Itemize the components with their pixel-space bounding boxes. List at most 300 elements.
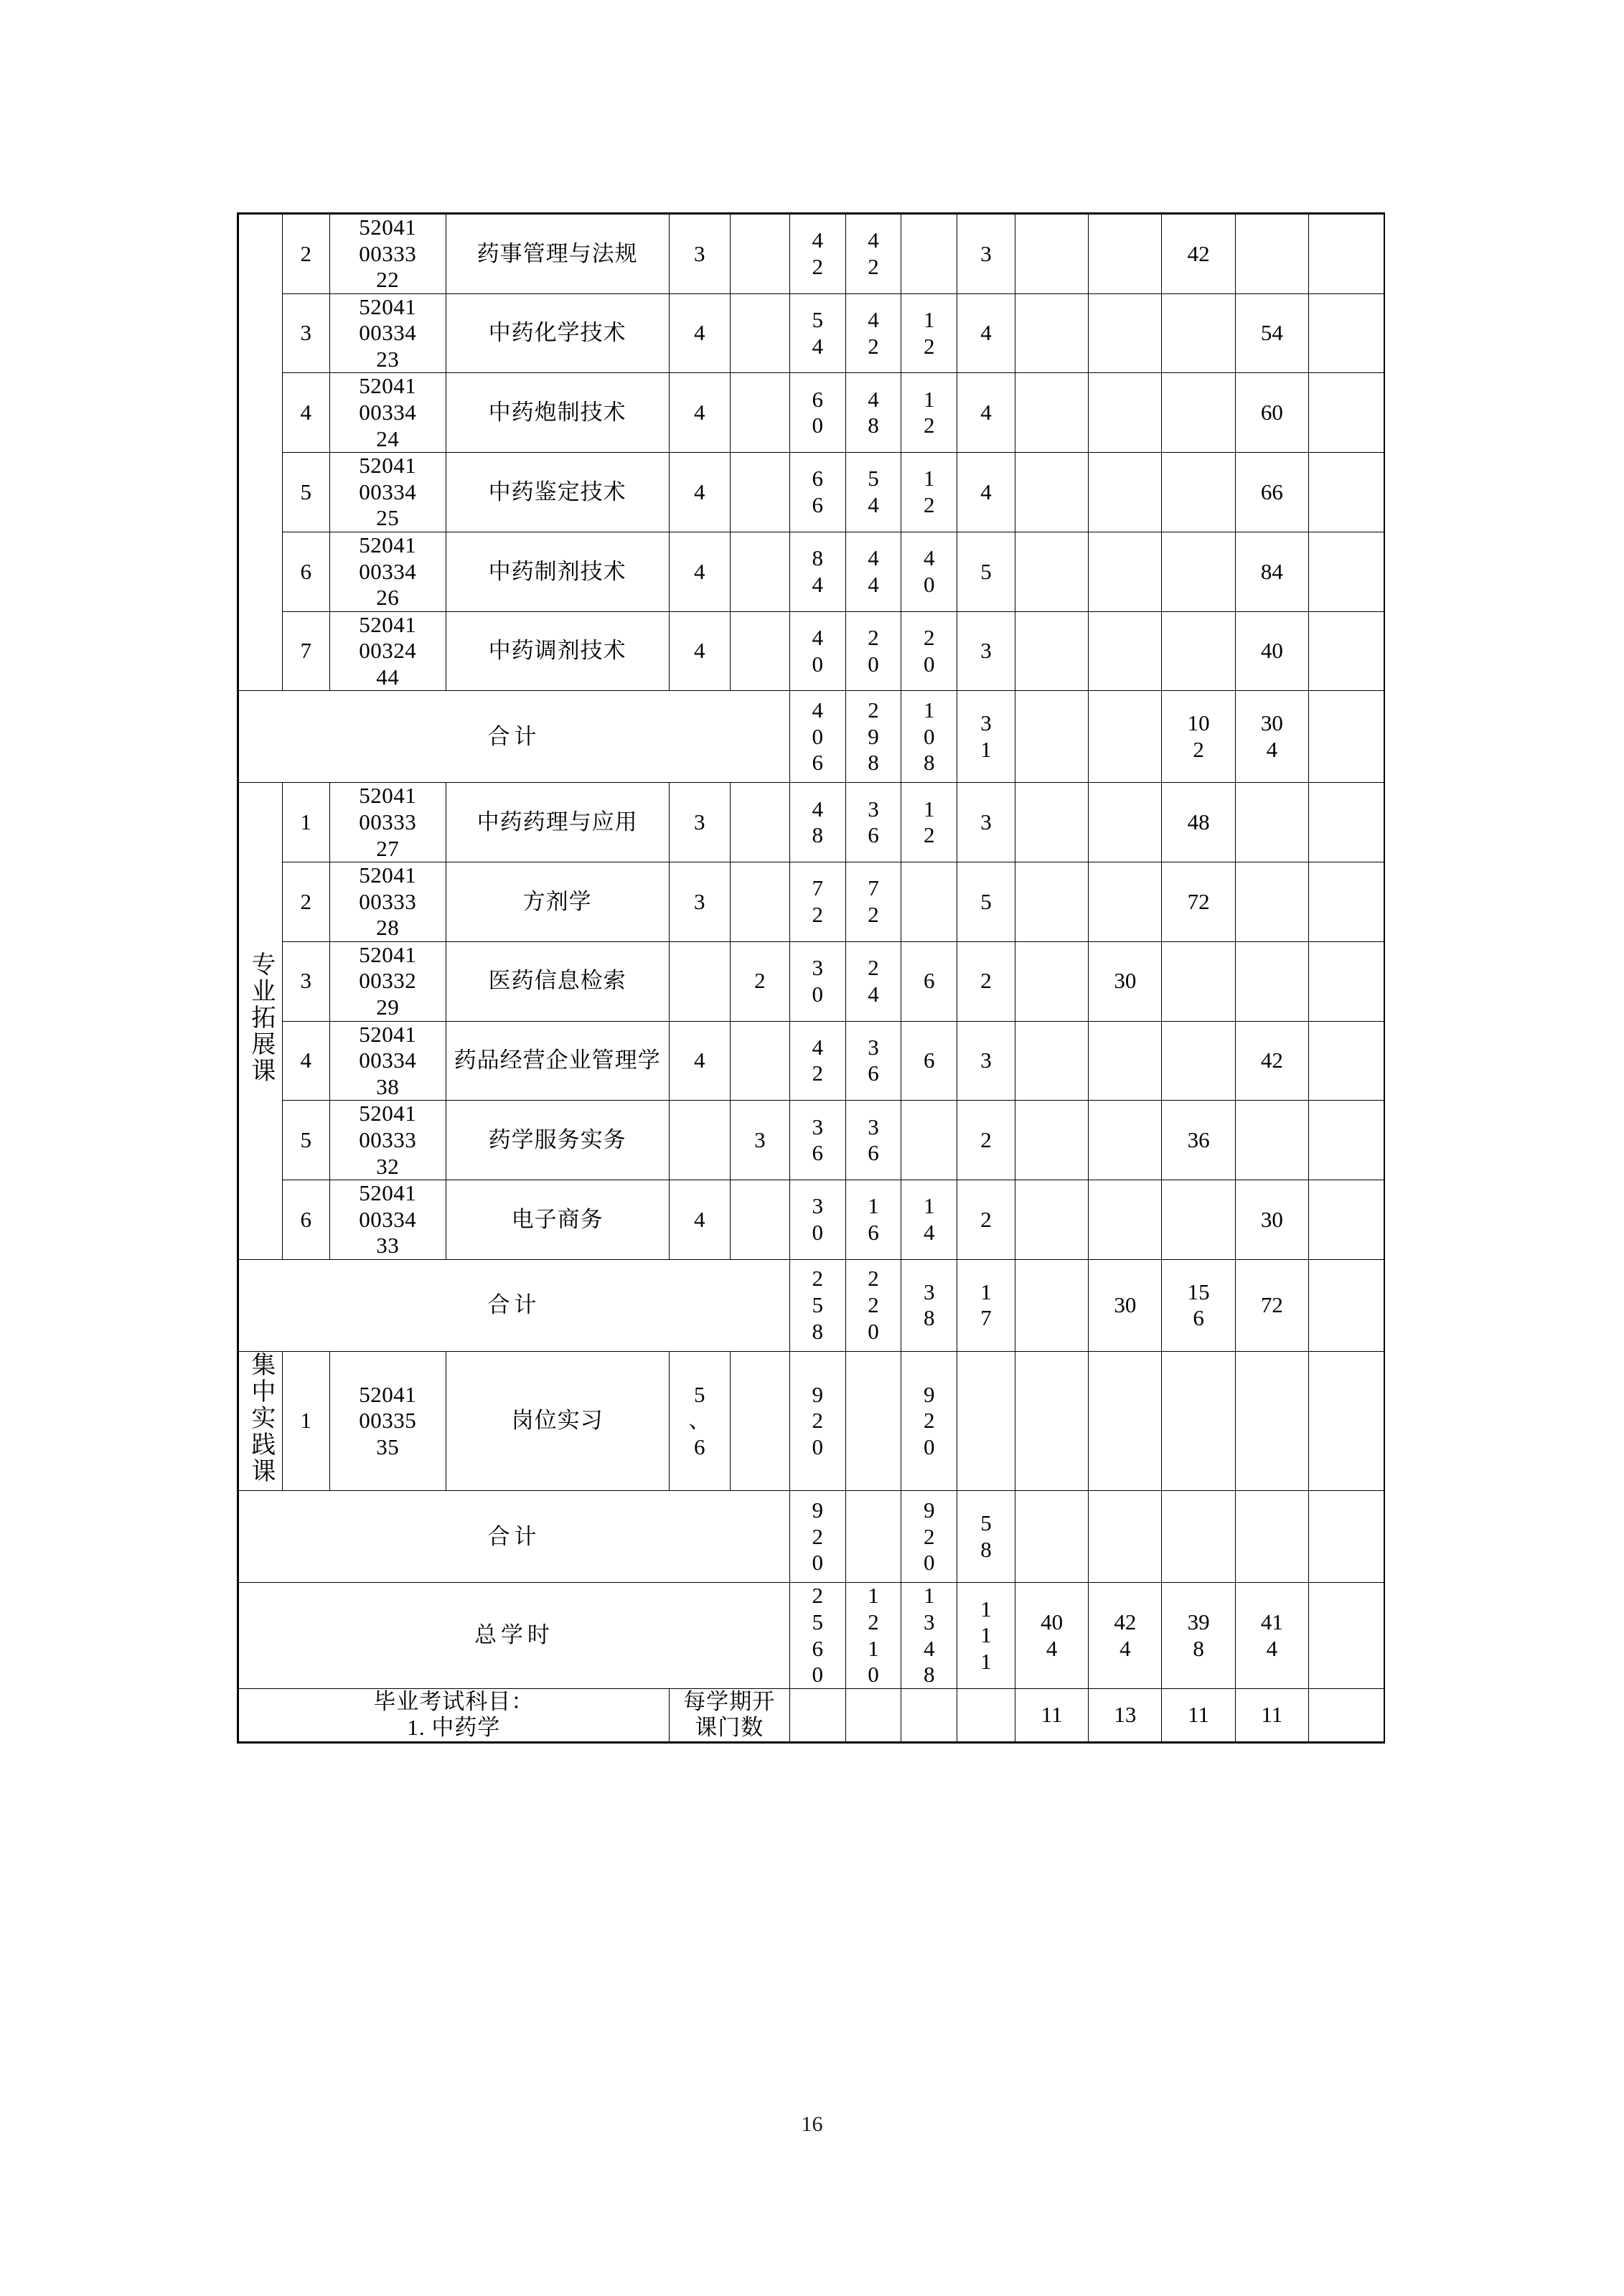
- stacked-digit: 6: [812, 1635, 823, 1661]
- term1-col: [1015, 1259, 1089, 1351]
- stacked-digit: 4: [923, 1635, 935, 1661]
- term1-col: 11: [1015, 1688, 1089, 1742]
- total-hours-value: [790, 387, 845, 439]
- section-label-practice: [238, 1351, 283, 1491]
- credits-col: [957, 1491, 1015, 1583]
- stacked-digit: 1: [980, 1622, 992, 1648]
- total-hours-value: [790, 545, 845, 598]
- term-alt-col: [730, 214, 789, 294]
- term2-col: [1089, 691, 1162, 783]
- practice-hours-col: [901, 1583, 957, 1688]
- stacked-digit: 9: [812, 1497, 823, 1523]
- term1-col: [1015, 214, 1089, 294]
- credits-col: [957, 1688, 1015, 1742]
- total-hours-col: [789, 214, 845, 294]
- term1-col: [1015, 1351, 1089, 1491]
- credits-col: [957, 293, 1015, 373]
- remark-col: [1308, 453, 1384, 532]
- term-alt-col: [730, 1180, 789, 1260]
- theory-hours-value: [846, 1266, 901, 1345]
- stacked-digit: 4: [923, 545, 935, 571]
- course-code-line1: 52041: [359, 611, 417, 637]
- course-name: 中药炮制技术: [446, 373, 669, 453]
- term4-col: 11: [1235, 1688, 1308, 1742]
- total-hours-value: [790, 1266, 845, 1345]
- practice-hours-col: [901, 1688, 957, 1742]
- term1-col: [1015, 611, 1089, 691]
- total-hours-col: [789, 783, 845, 862]
- total-hours-col: [789, 373, 845, 453]
- credits-col: [957, 1259, 1015, 1351]
- course-name: 中药调剂技术: [446, 611, 669, 691]
- term3-col: [1162, 1180, 1235, 1260]
- practice-hours-value: [901, 387, 957, 439]
- stacked-digit: 2: [923, 822, 935, 848]
- practice-hours-value: [901, 307, 957, 359]
- course-code: [329, 214, 446, 294]
- term1-col: [1015, 691, 1089, 783]
- course-code: [329, 1021, 446, 1101]
- course-code-line2: 00333: [359, 888, 417, 914]
- term-value: [670, 1382, 730, 1461]
- term4-col: [1235, 941, 1308, 1021]
- theory-hours-value: [846, 625, 901, 677]
- table-row: [238, 453, 1385, 532]
- term3-col: [1162, 1491, 1235, 1583]
- table-row: [238, 293, 1385, 373]
- table-row: [238, 532, 1385, 611]
- term3-col: [1162, 1351, 1235, 1491]
- total-hours-value: [790, 1497, 845, 1576]
- subtotal-label: 合计: [238, 1259, 790, 1351]
- stacked-digit: 1: [980, 1596, 992, 1622]
- term-col: [669, 1101, 730, 1180]
- row-index: 5: [282, 453, 329, 532]
- remark-col: [1308, 691, 1384, 783]
- stacked-digit: 4: [812, 1034, 823, 1060]
- stacked-digit: 2: [868, 1292, 879, 1318]
- stacked-digit: 8: [923, 750, 935, 776]
- term-col: 4: [669, 373, 730, 453]
- practice-hours-col: 6: [901, 941, 957, 1021]
- course-name: 药品经营企业管理学: [446, 1021, 669, 1101]
- term1-col: [1015, 532, 1089, 611]
- term3-col: [1162, 611, 1235, 691]
- total-hours-col: [789, 453, 845, 532]
- term4-col: [1235, 1583, 1308, 1688]
- per-term-label-line1: 每学期开: [683, 1688, 776, 1714]
- term-alt-col: [730, 373, 789, 453]
- term4-col: [1235, 862, 1308, 942]
- table-row: [238, 862, 1385, 942]
- stacked-digit: 2: [812, 253, 823, 279]
- stacked-digit: 6: [868, 1219, 879, 1245]
- theory-hours-value: [846, 545, 901, 598]
- stacked-digit: 42: [1114, 1609, 1137, 1634]
- term3-col: [1162, 293, 1235, 373]
- theory-hours-col: [845, 941, 901, 1021]
- term3-col: [1162, 373, 1235, 453]
- row-index: 4: [282, 1021, 329, 1101]
- credits-value: [957, 1510, 1015, 1563]
- course-name: 医药信息检索: [446, 941, 669, 1021]
- course-code: [329, 453, 446, 532]
- stacked-digit: 3: [868, 1114, 879, 1139]
- theory-hours-col: [845, 1491, 901, 1583]
- term3-col: 36: [1162, 1101, 1235, 1180]
- remark-col: [1308, 862, 1384, 942]
- term-col: 4: [669, 1021, 730, 1101]
- term-alt-col: [730, 783, 789, 862]
- row-index: 3: [282, 941, 329, 1021]
- total-hours-col: [789, 611, 845, 691]
- stacked-digit: 5: [812, 307, 823, 333]
- credits-value: 5: [980, 558, 992, 584]
- course-code: [329, 1180, 446, 1260]
- term4-col: [1235, 1351, 1308, 1491]
- remark-col: [1308, 1583, 1384, 1688]
- stacked-digit: 0: [868, 1318, 879, 1344]
- term4-col: [1235, 214, 1308, 294]
- stacked-digit: 4: [812, 697, 823, 723]
- credits-value: 3: [980, 809, 992, 834]
- term1-col: [1015, 373, 1089, 453]
- remark-col: [1308, 1180, 1384, 1260]
- theory-hours-value: [846, 697, 901, 776]
- course-code-line1: 52041: [359, 783, 417, 809]
- theory-hours-value: [846, 227, 901, 280]
- total-hours-col: [789, 862, 845, 942]
- theory-hours-value: [846, 1193, 901, 1246]
- course-code-line1: 52041: [359, 293, 417, 319]
- stacked-digit: 8: [812, 1318, 823, 1344]
- table-row: [238, 1021, 1385, 1101]
- row-index: 6: [282, 1180, 329, 1260]
- stacked-digit: 1: [923, 796, 935, 822]
- stacked-digit: 0: [812, 413, 823, 438]
- credits-col: 3: [957, 1021, 1015, 1101]
- practice-hours-col: [901, 691, 957, 783]
- term2-col: [1089, 293, 1162, 373]
- course-code-line3: 44: [376, 664, 400, 690]
- practice-hours-col: [901, 611, 957, 691]
- remark-col: [1308, 611, 1384, 691]
- course-code-line3: 24: [376, 425, 400, 451]
- per-term-label-line2: 课门数: [695, 1715, 764, 1741]
- practice-hours-col: [901, 1101, 957, 1180]
- theory-hours-value: [846, 387, 901, 439]
- term2-value: [1089, 1609, 1161, 1662]
- stacked-digit: 4: [868, 981, 879, 1007]
- total-hours-value: [790, 227, 845, 280]
- stacked-digit: 3: [868, 1034, 879, 1060]
- term1-col: [1015, 862, 1089, 942]
- row-index: 6: [282, 532, 329, 611]
- stacked-digit: 3: [812, 1114, 823, 1139]
- course-code-line2: 00333: [359, 1126, 417, 1152]
- stacked-digit: 1: [923, 307, 935, 333]
- term3-value: [1162, 710, 1234, 763]
- stacked-digit: 2: [868, 624, 879, 650]
- curriculum-table-container: [237, 212, 1385, 1744]
- term-col: [669, 941, 730, 1021]
- course-code-line1: 52041: [359, 1101, 417, 1126]
- total-hours-col: [789, 1688, 845, 1742]
- stacked-digit: 4: [868, 492, 879, 518]
- term3-col: [1162, 1021, 1235, 1101]
- term4-col: [1235, 1491, 1308, 1583]
- course-code-line2: 00334: [359, 558, 417, 584]
- stacked-digit: 0: [923, 1434, 935, 1459]
- term-alt-col: [730, 1021, 789, 1101]
- term2-col: [1089, 1021, 1162, 1101]
- theory-hours-value: [846, 1114, 901, 1167]
- total-hours-value: [790, 1583, 845, 1688]
- term3-col: [1162, 691, 1235, 783]
- practice-hours-value: [901, 466, 957, 518]
- credits-col: [957, 453, 1015, 532]
- course-code-line2: 00334: [359, 320, 417, 346]
- term3-col: [1162, 453, 1235, 532]
- stacked-digit: 5: [812, 1292, 823, 1318]
- total-hours-value: [790, 1035, 845, 1087]
- term3-value: [1162, 1279, 1234, 1332]
- term3-col: 72: [1162, 862, 1235, 942]
- stacked-digit: 8: [980, 1536, 992, 1562]
- table-row: [238, 941, 1385, 1021]
- stacked-digit: 9: [923, 1497, 935, 1523]
- course-code: [329, 373, 446, 453]
- stacked-digit: 0: [812, 723, 823, 749]
- practice-hours-value: [901, 545, 957, 598]
- theory-hours-col: [845, 1021, 901, 1101]
- stacked-digit: 2: [868, 955, 879, 981]
- row-index: 7: [282, 611, 329, 691]
- course-code: [329, 611, 446, 691]
- table-row-subtotal-expansion: [238, 1259, 1385, 1351]
- practice-hours-value: [901, 625, 957, 677]
- stacked-digit: 8: [812, 822, 823, 848]
- stacked-digit: 4: [868, 386, 879, 412]
- stacked-digit: 4: [812, 333, 823, 359]
- stacked-digit: 1: [923, 1193, 935, 1219]
- theory-hours-col: [845, 293, 901, 373]
- remark-col: [1308, 532, 1384, 611]
- remark-col: [1308, 783, 1384, 862]
- remark-col: [1308, 1351, 1384, 1491]
- table-row-grand-total: [238, 1583, 1385, 1688]
- term4-col: 40: [1235, 611, 1308, 691]
- stacked-digit: 0: [923, 1550, 935, 1576]
- table-row: [238, 1351, 1385, 1491]
- term-col: 3: [669, 214, 730, 294]
- term1-col: [1015, 453, 1089, 532]
- remark-col: [1308, 214, 1384, 294]
- course-code: [329, 862, 446, 942]
- stacked-digit: 8: [812, 545, 823, 571]
- table-row: [238, 1101, 1385, 1180]
- stacked-digit: 5: [812, 1609, 823, 1634]
- stacked-digit: 3: [868, 796, 879, 822]
- course-code-line2: 00335: [359, 1408, 417, 1434]
- course-code-line3: 26: [376, 585, 400, 611]
- total-hours-col: [789, 1021, 845, 1101]
- credits-col: 2: [957, 1101, 1015, 1180]
- course-code-line1: 52041: [359, 453, 417, 479]
- term-col: 4: [669, 293, 730, 373]
- course-code-line2: 00334: [359, 479, 417, 504]
- stacked-digit: 1: [923, 386, 935, 412]
- remark-col: [1308, 293, 1384, 373]
- remark-col: [1308, 1259, 1384, 1351]
- course-code-line1: 52041: [359, 373, 417, 399]
- stacked-digit: 0: [812, 1219, 823, 1245]
- practice-hours-col: [901, 1180, 957, 1260]
- stacked-digit: 4: [812, 624, 823, 650]
- total-hours-value: [790, 1382, 845, 1461]
- page-number: 16: [801, 2112, 823, 2136]
- stacked-digit: 6: [812, 386, 823, 412]
- practice-hours-col: [901, 1491, 957, 1583]
- total-hours-col: [789, 1491, 845, 1583]
- table-row: [238, 611, 1385, 691]
- credits-col: [957, 1351, 1015, 1491]
- term2-col: [1089, 373, 1162, 453]
- credits-col: [957, 611, 1015, 691]
- stacked-digit: 0: [812, 1662, 823, 1688]
- term-alt-col: [730, 532, 789, 611]
- theory-hours-col: [845, 214, 901, 294]
- stacked-digit: 6: [1193, 1305, 1204, 1331]
- stacked-digit: 4: [868, 227, 879, 253]
- stacked-digit: 3: [923, 1279, 935, 1304]
- term3-col: 11: [1162, 1688, 1235, 1742]
- stacked-digit: 9: [812, 1381, 823, 1407]
- table-row: [238, 373, 1385, 453]
- stacked-digit: 5: [868, 466, 879, 491]
- term4-col: [1235, 783, 1308, 862]
- practice-hours-col: [901, 1259, 957, 1351]
- credits-col: 2: [957, 1180, 1015, 1260]
- practice-hours-value: [901, 1583, 957, 1688]
- theory-hours-value: [846, 875, 901, 928]
- remark-col: [1308, 1688, 1384, 1742]
- course-code: [329, 293, 446, 373]
- stacked-digit: 8: [868, 413, 879, 438]
- stacked-digit: 1: [868, 1583, 879, 1609]
- stacked-digit: 2: [1193, 736, 1204, 762]
- term1-col: [1015, 1180, 1089, 1260]
- course-code: [329, 532, 446, 611]
- credits-col: [957, 214, 1015, 294]
- total-hours-value: [790, 1193, 845, 1246]
- term1-col: [1015, 941, 1089, 1021]
- total-hours-value: [790, 796, 845, 849]
- term4-value: [1236, 1609, 1308, 1662]
- stacked-digit: 40: [1041, 1609, 1064, 1634]
- course-name: 中药化学技术: [446, 293, 669, 373]
- credits-value: 4: [980, 400, 992, 425]
- course-code: [329, 941, 446, 1021]
- total-hours-col: [789, 691, 845, 783]
- stacked-digit: 10: [1187, 710, 1210, 736]
- credits-value: 3: [980, 638, 992, 664]
- course-code-line3: 32: [376, 1153, 400, 1179]
- term-col: 4: [669, 453, 730, 532]
- stacked-char: 6: [693, 1434, 705, 1459]
- stacked-digit: 0: [923, 723, 935, 749]
- course-code-line3: 28: [376, 915, 400, 941]
- credits-value: [957, 1279, 1015, 1332]
- theory-hours-value: [846, 307, 901, 359]
- table-row: [238, 1180, 1385, 1260]
- term2-col: [1089, 1491, 1162, 1583]
- row-index: 2: [282, 862, 329, 942]
- credits-value: 4: [980, 320, 992, 346]
- stacked-digit: 39: [1187, 1609, 1210, 1634]
- course-code-line3: 25: [376, 505, 400, 531]
- stacked-digit: 1: [980, 1648, 992, 1674]
- course-code-line1: 52041: [359, 215, 417, 240]
- practice-hours-col: [901, 1351, 957, 1491]
- stacked-digit: 6: [812, 750, 823, 776]
- stacked-digit: 1: [923, 466, 935, 491]
- stacked-digit: 6: [812, 1140, 823, 1166]
- stacked-digit: 1: [980, 1279, 992, 1304]
- term-alt-col: [730, 611, 789, 691]
- stacked-digit: 4: [868, 307, 879, 333]
- theory-hours-col: [845, 862, 901, 942]
- per-term-course-count-label: [669, 1688, 789, 1742]
- stacked-digit: 5: [980, 1510, 992, 1536]
- term1-col: [1015, 783, 1089, 862]
- course-code-line1: 52041: [359, 532, 417, 557]
- term2-col: 30: [1089, 941, 1162, 1021]
- table-row: [238, 214, 1385, 294]
- course-name: 中药鉴定技术: [446, 453, 669, 532]
- stacked-digit: 2: [812, 1266, 823, 1292]
- theory-hours-col: [845, 611, 901, 691]
- stacked-digit: 2: [868, 1609, 879, 1634]
- practice-hours-col: [901, 783, 957, 862]
- practice-hours-col: [901, 453, 957, 532]
- practice-hours-col: [901, 532, 957, 611]
- theory-hours-col: [845, 453, 901, 532]
- course-name: 方剂学: [446, 862, 669, 942]
- term-alt-col: [730, 862, 789, 942]
- credits-value: [957, 710, 1015, 763]
- stacked-digit: 2: [868, 253, 879, 279]
- term4-col: 66: [1235, 453, 1308, 532]
- theory-hours-col: [845, 373, 901, 453]
- course-code-line1: 52041: [359, 941, 417, 967]
- stacked-digit: 7: [980, 1305, 992, 1331]
- term-col: 3: [669, 862, 730, 942]
- term2-col: [1089, 214, 1162, 294]
- term4-col: 30: [1235, 1180, 1308, 1260]
- theory-hours-value: [846, 1583, 901, 1688]
- course-code-line1: 52041: [359, 1021, 417, 1047]
- grand-total-label: 总学时: [238, 1583, 790, 1688]
- theory-hours-col: [845, 1101, 901, 1180]
- total-hours-value: [790, 466, 845, 518]
- term2-col: [1089, 532, 1162, 611]
- stacked-digit: 0: [868, 1662, 879, 1688]
- term1-col: [1015, 293, 1089, 373]
- stacked-digit: 1: [868, 1635, 879, 1661]
- stacked-digit: 0: [868, 651, 879, 677]
- theory-hours-col: [845, 691, 901, 783]
